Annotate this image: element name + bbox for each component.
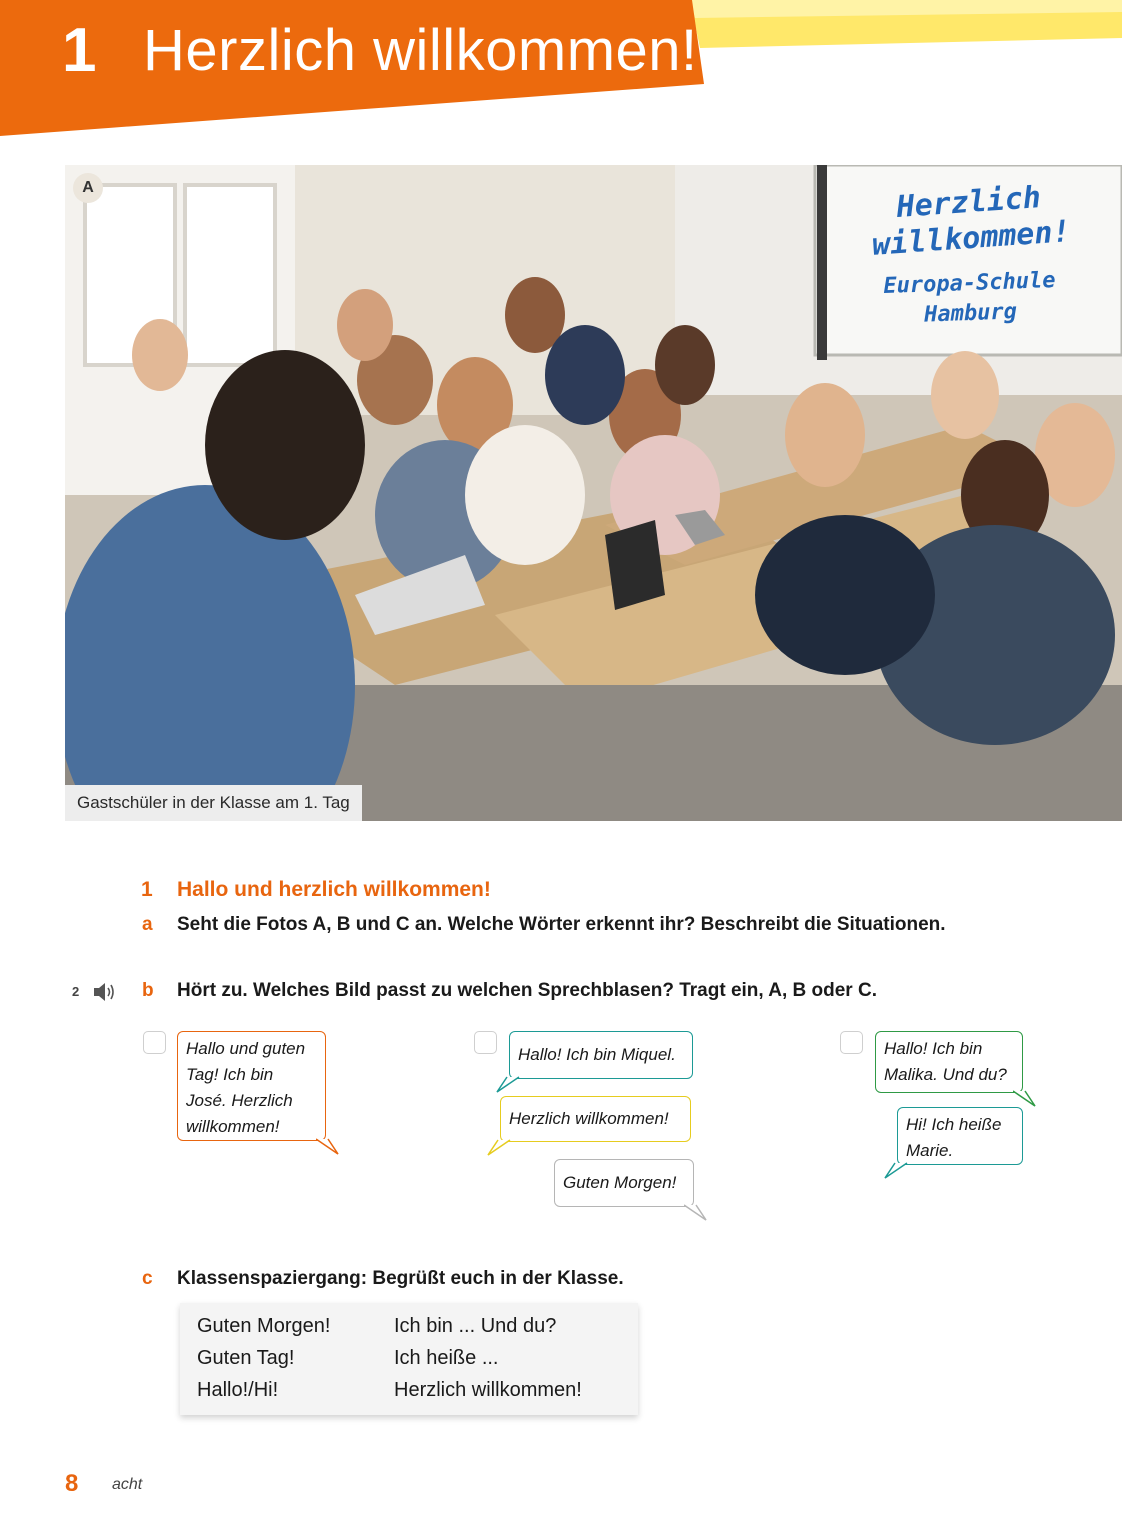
exercise-title: Hallo und herzlich willkommen!: [177, 878, 491, 901]
bubble-tail: [486, 1139, 512, 1157]
speech-bubble-marie: Hi! Ich heiße Marie.: [897, 1107, 1023, 1165]
page-number: 8: [65, 1470, 79, 1497]
task-c-text: Klassenspaziergang: Begrüßt euch in der Klasse.: [177, 1268, 624, 1289]
phrase-item: Guten Morgen!: [197, 1315, 331, 1337]
board-line-schule: Europa-Schule: [882, 268, 1056, 300]
bubble-tail: [1013, 1090, 1039, 1108]
bubble-tail: [495, 1076, 521, 1094]
speech-bubble-morgen: Guten Morgen!: [554, 1159, 694, 1207]
speech-bubble-malika: Hallo! Ich bin Malika. Und du?: [875, 1031, 1023, 1093]
speech-bubble-herzlich: Herzlich willkommen!: [500, 1096, 691, 1142]
task-b-letter: b: [142, 980, 154, 1001]
phrase-item: Guten Tag!: [197, 1347, 295, 1369]
phrase-item: Ich heiße ...: [394, 1347, 499, 1369]
photo-label-badge: A: [73, 173, 103, 203]
bubble-tail: [316, 1138, 342, 1156]
bubble-tail: [883, 1162, 909, 1180]
answer-checkbox-1[interactable]: [143, 1031, 166, 1054]
exercise-number: 1: [141, 878, 153, 901]
task-b-text: Hört zu. Welches Bild passt zu welchen Sprechblasen? Tragt ein, A, B oder C.: [177, 980, 877, 1001]
audio-track-number: 2: [72, 984, 80, 999]
task-a-letter: a: [142, 914, 153, 935]
board-line-herzlich: Herzlich: [895, 180, 1043, 226]
phrase-item: Herzlich willkommen!: [394, 1379, 582, 1401]
phrase-box: [180, 1303, 638, 1415]
task-c-letter: c: [142, 1268, 153, 1289]
speaker-icon[interactable]: [92, 982, 116, 1002]
speech-bubble-jose: Hallo und guten Tag! Ich bin José. Herzlich willkommen!: [177, 1031, 326, 1141]
answer-checkbox-3[interactable]: [840, 1031, 863, 1054]
answer-checkbox-2[interactable]: [474, 1031, 497, 1054]
photo-caption: Gastschüler in der Klasse am 1. Tag: [65, 785, 362, 821]
task-a-text: Seht die Fotos A, B und C an. Welche Wörter erkennt ihr? Beschreibt die Situationen.: [177, 914, 946, 935]
whiteboard-writing: [840, 180, 1100, 329]
board-line-willkommen: willkommen!: [870, 214, 1072, 263]
board-line-hamburg: Hamburg: [923, 299, 1018, 328]
phrase-item: Hallo!/Hi!: [197, 1379, 279, 1401]
chapter-title: Herzlich willkommen!: [143, 18, 698, 83]
photo-a: [65, 165, 1122, 821]
speech-bubble-miquel: Hallo! Ich bin Miquel.: [509, 1031, 693, 1079]
phrase-item: Ich bin ... Und du?: [394, 1315, 557, 1337]
chapter-number: 1: [62, 16, 97, 85]
bubble-tail: [684, 1204, 710, 1222]
page-number-word: acht: [112, 1476, 143, 1493]
